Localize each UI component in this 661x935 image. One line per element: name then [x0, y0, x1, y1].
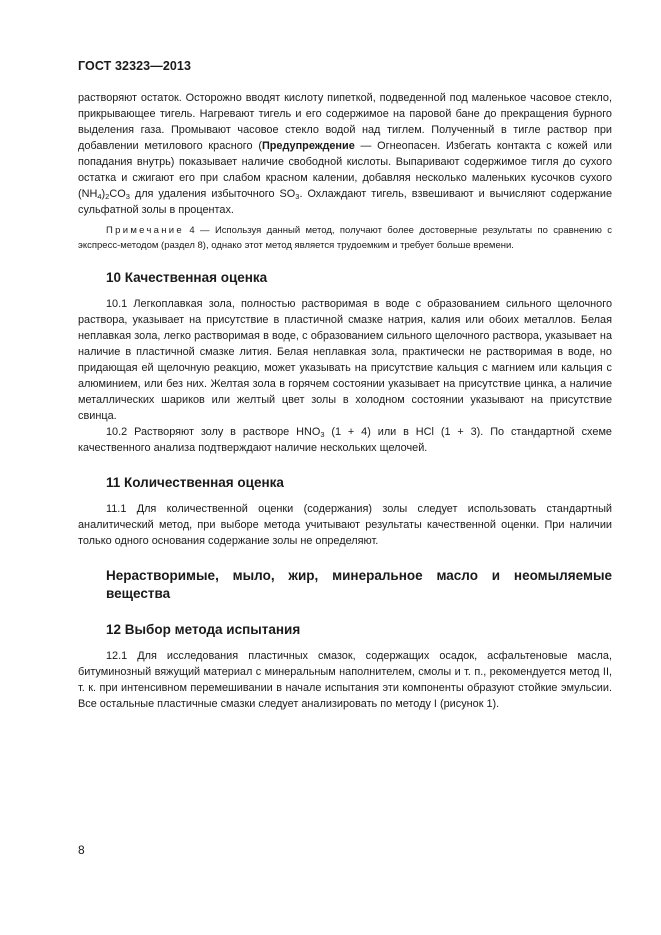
section-10-heading: 10 Качественная оценка [106, 270, 268, 285]
document-code: ГОСТ 32323—2013 [78, 59, 192, 73]
paragraph-10-1: 10.1 Легкоплавкая зола, полностью растворимая в воде с образованием сильного щелочного раствора, указывает на присутствие в пластичной смазке натрия, калия или обоих металлов. Белая неплавкая зола, легко растворимая в воде, с образованием сильного щелочного раствора, указывает на наличие в пластичной смазке лития. Белая неплавкая зола, практически не растворимая в воде, но придающая ей щелочную реакцию, может указывать на присутствие кальция с магнием или кальция с алюминием, или без них. Желтая зола в горячем состоянии указывает на присутствие цинка, а наличие металлических шариков или желтый цвет золы в холодном состоянии указывают на присутствие свинца. [78, 298, 612, 422]
continuation-paragraph: растворяют остаток. Осторожно вводят кислоту пипеткой, подведенной под маленькое часовое стекло, прикрывающее тигель. Нагревают тигель и его содержимое на паровой бане до прекращения бурного выделения газа. Промывают часовое стекло водой над тиглем. Полученный в тигле раствор при добавлении метилового красного (Предупреждение — Огнеопасен. Избегать контакта с кожей или попадания внутрь) показывает наличие свободной кислоты. Выпаривают содержимое тигля до сухого остатка и сжигают его при слабом красном калении, добавляя несколько маленьких кусочков сухого $(NH_4)_2CO_3$ для удаления избыточного $SO_3$. Охлаждают тигель, взвешивают и вычисляют содержание сульфатной золы в процентах. [78, 92, 612, 216]
page-content [78, 90, 612, 712]
paragraph-12-1: 12.1 Для исследования пластичных смазок, содержащих осадок, асфальтеновые масла, битуминозный вяжущий материал с минеральным наполнителем, смолы и т. п., рекомендуется метод II, т. к. при интенсивном перемешивании в начале испытания эти компоненты образуют стойкие эмульсии. Все остальные пластичные смазки следует анализировать по методу I (рисунок 1). [78, 650, 612, 710]
section-11-heading: 11 Количественная оценка [106, 475, 284, 490]
page-number: 8 [78, 843, 85, 857]
note-label: Примечание [106, 225, 184, 236]
note-text: 4 — Используя данный метод, получают более достоверные результаты по сравнению с экспресс-методом (раздел 8), однако этот метод является трудоемким и требует больше времени. [78, 225, 612, 251]
part-heading: Нерастворимые, мыло, жир, минеральное масло и неомыляемые вещества [106, 568, 612, 601]
paragraph-10-2: 10.2 Растворяют золу в растворе $HNO_3$ (1 + 4) или в HCl (1 + 3). По стандартной схеме качественного анализа подтверждают наличие нескольких щелочей. [78, 426, 612, 454]
warning-label: Предупреждение [261, 140, 355, 152]
paragraph-11-1: 11.1 Для количественной оценки (содержания) золы следует использовать стандартный аналитический метод, при выборе метода учитывают результаты качественной оценки. При наличии только одного основания содержание золы не определяют. [78, 503, 612, 547]
section-12-heading: 12 Выбор метода испытания [106, 622, 301, 637]
note-paragraph [78, 223, 612, 253]
